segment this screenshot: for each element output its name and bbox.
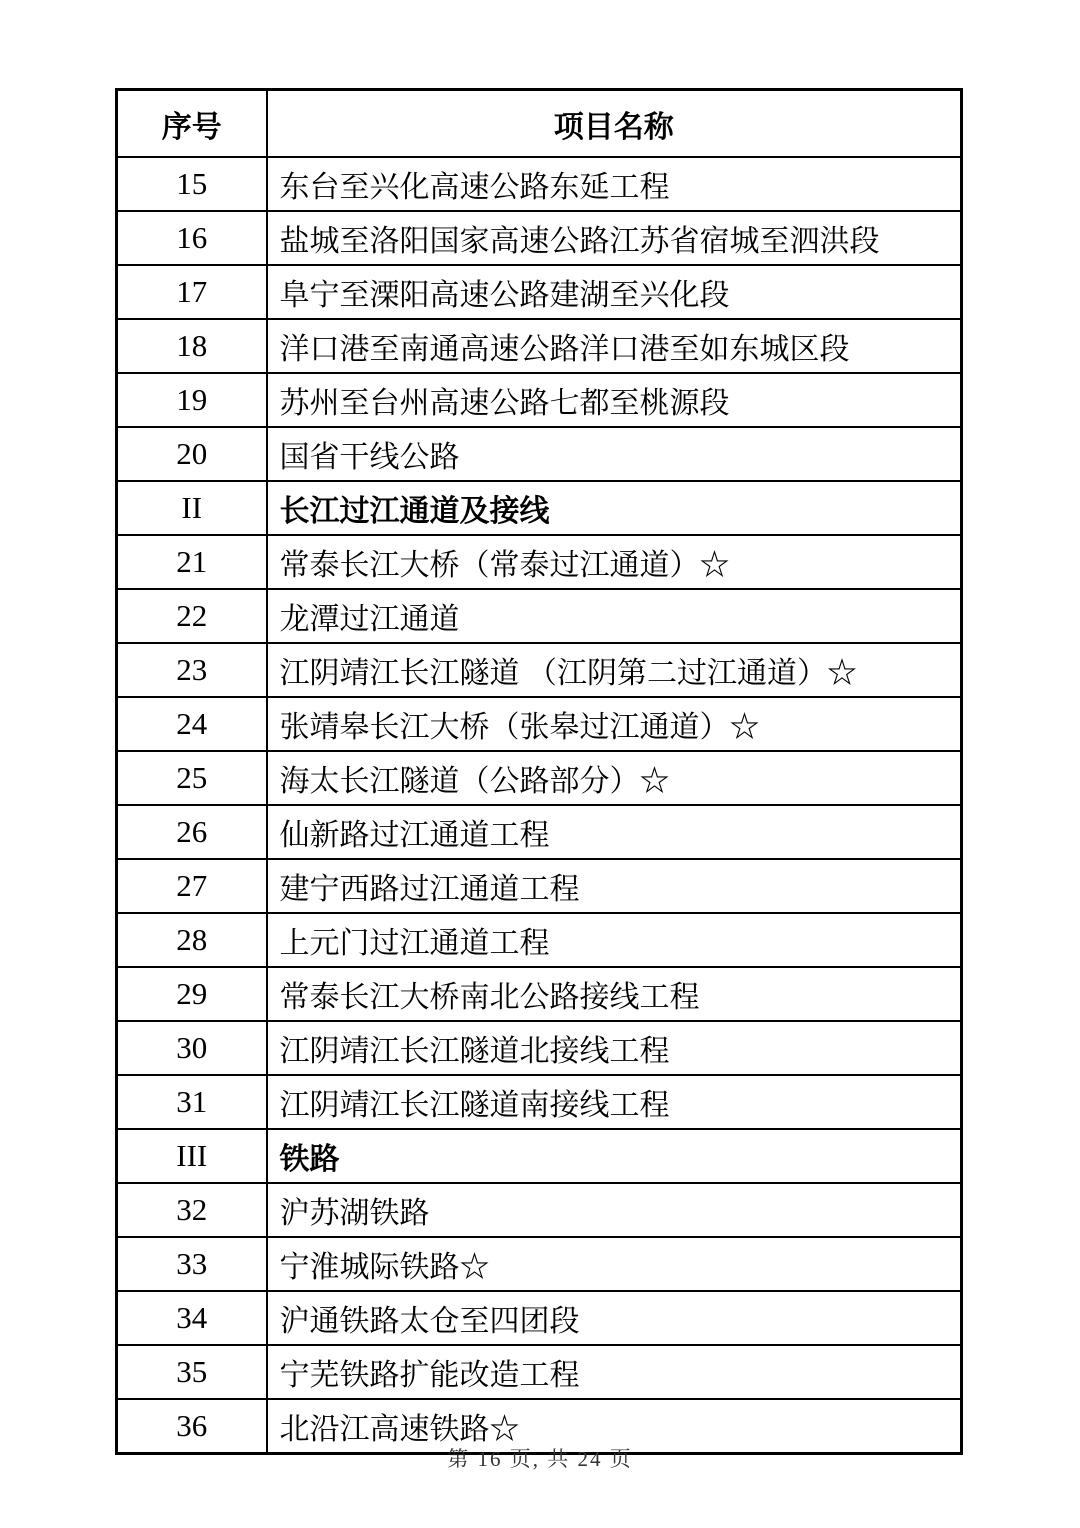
project-name-cell: 苏州至台州高速公路七都至桃源段: [267, 373, 962, 427]
project-name-cell: 常泰长江大桥（常泰过江通道）☆: [267, 535, 962, 589]
serial-number-cell: II: [117, 481, 267, 535]
table-row: [117, 1237, 962, 1291]
project-name-cell: 龙潭过江通道: [267, 589, 962, 643]
serial-number-cell: 29: [117, 967, 267, 1021]
project-name-cell: 江阴靖江长江隧道 （江阴第二过江通道）☆: [267, 643, 962, 697]
project-name-cell: 张靖皋长江大桥（张皋过江通道）☆: [267, 697, 962, 751]
serial-number-cell: 34: [117, 1291, 267, 1345]
table-row: [117, 1183, 962, 1237]
table-row: [117, 589, 962, 643]
serial-number-cell: 26: [117, 805, 267, 859]
table-body: [117, 157, 962, 1454]
table-row: [117, 481, 962, 535]
project-name-cell: 建宁西路过江通道工程: [267, 859, 962, 913]
project-name-cell: 仙新路过江通道工程: [267, 805, 962, 859]
table-row: [117, 157, 962, 211]
table-row: [117, 643, 962, 697]
table-row: [117, 805, 962, 859]
page-number-text: 第 16 页, 共 24 页: [447, 1447, 633, 1471]
project-name-cell: 阜宁至溧阳高速公路建湖至兴化段: [267, 265, 962, 319]
project-name-cell: 洋口港至南通高速公路洋口港至如东城区段: [267, 319, 962, 373]
table-row: [117, 859, 962, 913]
header-serial-number: 序号: [117, 90, 267, 158]
serial-number-cell: 28: [117, 913, 267, 967]
table-row: [117, 535, 962, 589]
project-name-cell: 上元门过江通道工程: [267, 913, 962, 967]
serial-number-cell: 31: [117, 1075, 267, 1129]
project-name-cell: 北沿江高速铁路☆: [267, 1399, 962, 1454]
project-name-cell: 国省干线公路: [267, 427, 962, 481]
table-row: [117, 1291, 962, 1345]
project-name-cell: 常泰长江大桥南北公路接线工程: [267, 967, 962, 1021]
table-row: [117, 1075, 962, 1129]
table-row: [117, 1345, 962, 1399]
project-name-cell: 江阴靖江长江隧道北接线工程: [267, 1021, 962, 1075]
project-name-cell: 东台至兴化高速公路东延工程: [267, 157, 962, 211]
serial-number-cell: 19: [117, 373, 267, 427]
table-row: [117, 373, 962, 427]
project-name-cell: 宁芜铁路扩能改造工程: [267, 1345, 962, 1399]
serial-number-cell: 30: [117, 1021, 267, 1075]
page-footer: [0, 1443, 1080, 1473]
header-project-name: 项目名称: [267, 90, 962, 158]
table-row: [117, 1021, 962, 1075]
serial-number-cell: 15: [117, 157, 267, 211]
project-name-cell: 长江过江通道及接线: [267, 481, 962, 535]
serial-number-cell: 23: [117, 643, 267, 697]
project-name-cell: 沪通铁路太仓至四团段: [267, 1291, 962, 1345]
project-name-cell: 海太长江隧道（公路部分）☆: [267, 751, 962, 805]
serial-number-cell: 24: [117, 697, 267, 751]
serial-number-cell: 35: [117, 1345, 267, 1399]
table-row: [117, 751, 962, 805]
serial-number-cell: 25: [117, 751, 267, 805]
table-row: [117, 697, 962, 751]
table-row: [117, 967, 962, 1021]
serial-number-cell: III: [117, 1129, 267, 1183]
project-name-cell: 盐城至洛阳国家高速公路江苏省宿城至泗洪段: [267, 211, 962, 265]
serial-number-cell: 17: [117, 265, 267, 319]
project-name-cell: 沪苏湖铁路: [267, 1183, 962, 1237]
serial-number-cell: 21: [117, 535, 267, 589]
project-name-cell: 铁路: [267, 1129, 962, 1183]
table-row: [117, 211, 962, 265]
table-row: [117, 319, 962, 373]
table-row: [117, 1129, 962, 1183]
project-table: [115, 88, 963, 1455]
project-name-cell: 宁淮城际铁路☆: [267, 1237, 962, 1291]
table-row: [117, 427, 962, 481]
serial-number-cell: 36: [117, 1399, 267, 1454]
project-name-cell: 江阴靖江长江隧道南接线工程: [267, 1075, 962, 1129]
table-row: [117, 913, 962, 967]
table-row: [117, 265, 962, 319]
serial-number-cell: 27: [117, 859, 267, 913]
serial-number-cell: 22: [117, 589, 267, 643]
serial-number-cell: 33: [117, 1237, 267, 1291]
serial-number-cell: 18: [117, 319, 267, 373]
serial-number-cell: 16: [117, 211, 267, 265]
serial-number-cell: 20: [117, 427, 267, 481]
serial-number-cell: 32: [117, 1183, 267, 1237]
table-header-row: [117, 90, 962, 158]
